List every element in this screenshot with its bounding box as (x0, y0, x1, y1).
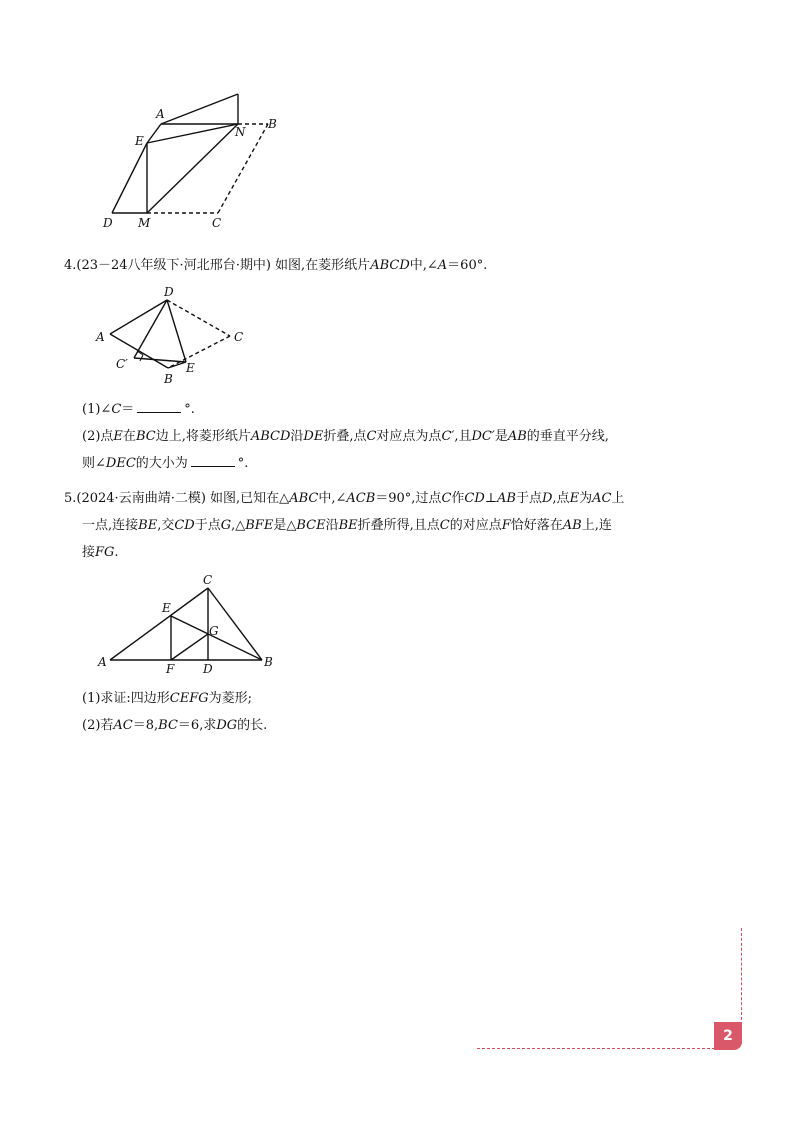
label-C: C (212, 216, 222, 230)
label-C: C (234, 330, 244, 344)
footer-dashed-border-horizontal (477, 1048, 715, 1049)
q4-number: 4. (64, 258, 77, 273)
label-M: M (138, 216, 151, 230)
answer-blank-1[interactable] (137, 398, 181, 413)
edge-DCp (134, 300, 167, 358)
label-D: D (164, 285, 174, 299)
page-number-badge: 2 (714, 1022, 742, 1050)
label-B: B (264, 655, 273, 669)
q5-stem-line3: 接FG. (82, 545, 119, 560)
edge-FG (171, 634, 208, 660)
edge-CpE (134, 358, 186, 362)
label-N: N (235, 125, 246, 139)
q5-part1: (1)求证:四边形CEFG为菱形; (82, 691, 253, 706)
label-B: B (268, 117, 277, 131)
answer-blank-2[interactable] (191, 452, 235, 467)
q4-stem: 4.(23－24八年级下·河北邢台·期中) 如图,在菱形纸片ABCD中,∠A＝60°. (64, 258, 488, 273)
label-A: A (98, 655, 107, 669)
edge-NE (147, 124, 238, 143)
label-G: G (209, 624, 219, 638)
label-B: B (164, 372, 173, 386)
label-F: F (166, 662, 175, 676)
footer-dashed-border-vertical (741, 928, 742, 1020)
edge-DA (110, 300, 167, 334)
label-E: E (135, 134, 144, 148)
label-D: D (203, 662, 213, 676)
label-C: C (203, 573, 213, 587)
edge-DE (112, 143, 147, 213)
q5-stem-line2: 一点,连接BE,交CD于点G,△BFE是△BCE沿BE折叠所得,且点C的对应点F恰好落在AB上,连 (82, 518, 612, 533)
q5-part2: (2)若AC＝8,BC＝6,求DG的长. (82, 718, 268, 733)
edge-EB (171, 616, 262, 660)
edge-CB (168, 336, 230, 368)
figure-q4-rhombus-fold (92, 284, 252, 389)
label-D: D (103, 216, 113, 230)
q5-source: (2024·云南曲靖·二模) (76, 491, 206, 506)
q4-part2-line2: 则∠DEC的大小为 °. (82, 450, 742, 477)
label-A: A (156, 107, 165, 121)
figure-q3-parallelogram-fold (100, 90, 290, 235)
edge-AC (110, 588, 208, 660)
q4-part2-line1: (2)点E在BC边上,将菱形纸片ABCD沿DE折叠,点C对应点为点C′,且DC′是AB的垂直平分线, (82, 429, 609, 444)
label-A: A (96, 330, 105, 344)
q5-number: 5. (64, 491, 77, 506)
label-C-prime: C′ (116, 357, 128, 371)
edge-A-top (161, 94, 238, 124)
label-E: E (162, 601, 171, 615)
q5-stem-line1: 5.(2024·云南曲靖·二模) 如图,已知在△ABC中,∠ACB＝90°,过点C作CD⊥AB于点D,点E为AC上 (64, 491, 625, 506)
label-E: E (186, 361, 195, 375)
q4-part1: (1)∠C＝ °. (82, 396, 742, 423)
edge-DE (167, 300, 186, 362)
edge-NM (147, 124, 238, 213)
figure-q5-triangle-fold (92, 570, 292, 680)
q4-source: (23－24八年级下·河北邢台·期中) (76, 258, 271, 273)
